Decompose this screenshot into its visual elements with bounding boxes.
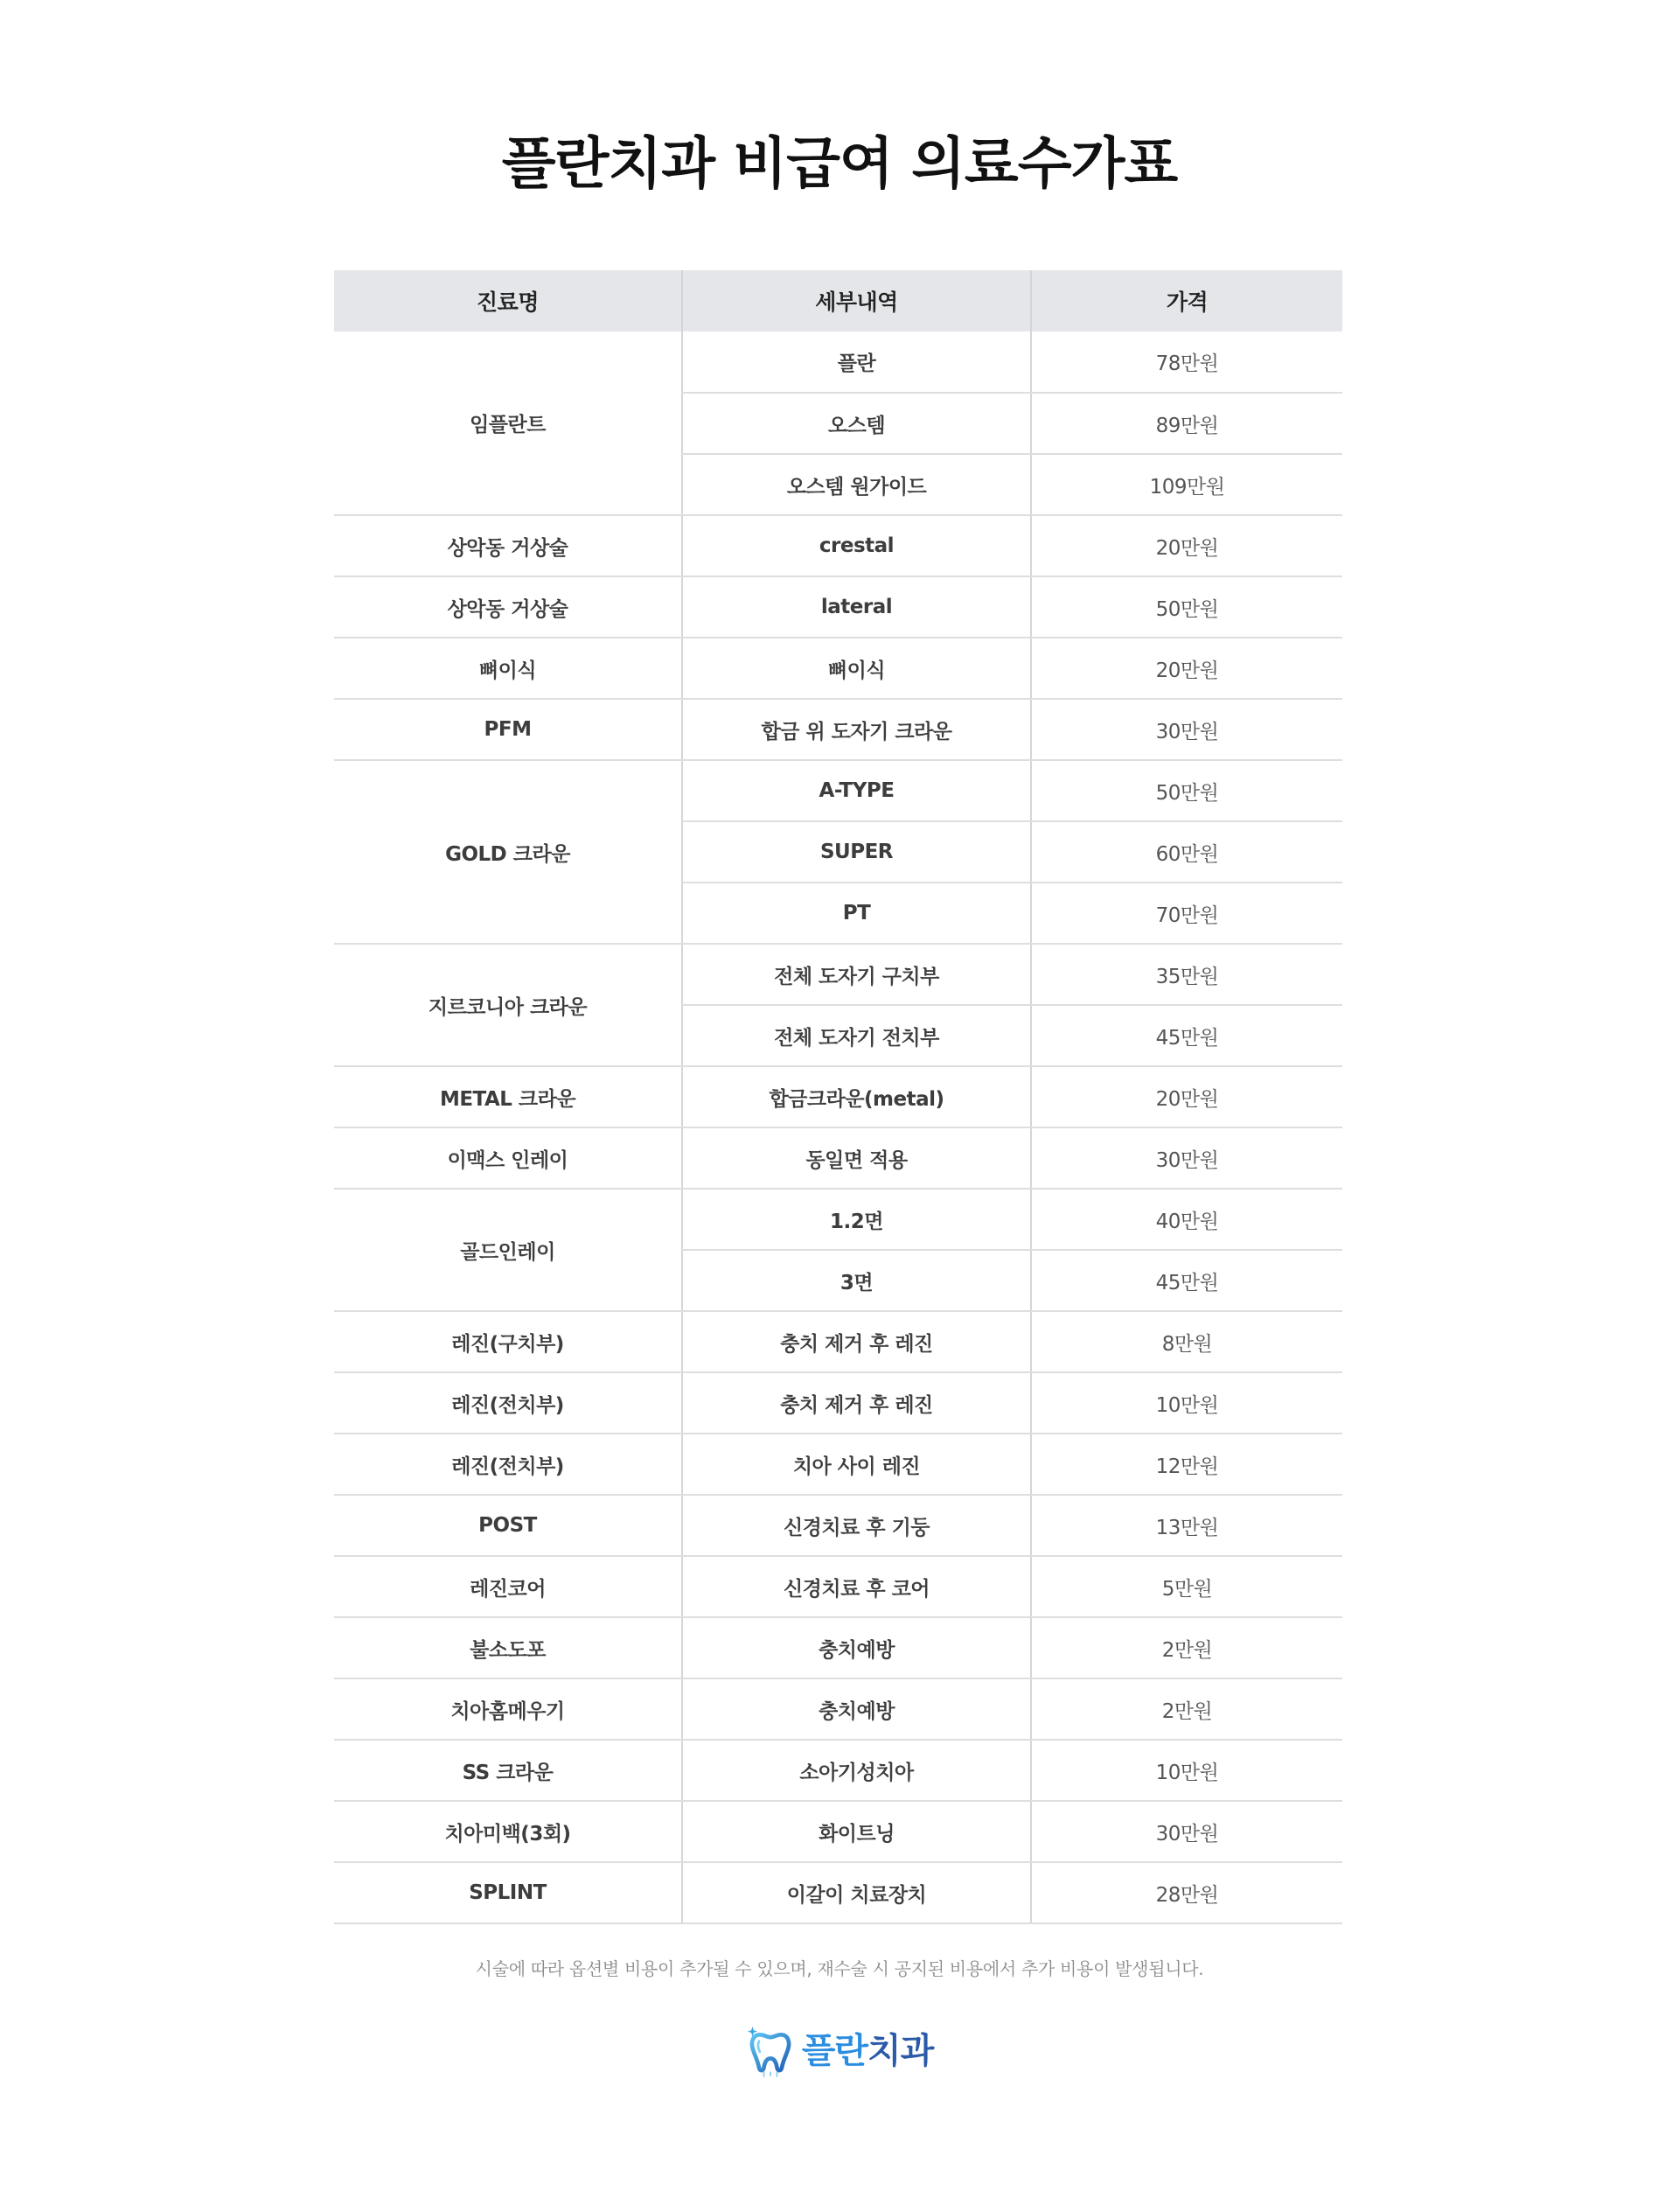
table-row bbox=[334, 1434, 1342, 1495]
logo-text-part1: 플란 bbox=[801, 2031, 867, 2071]
logo-text bbox=[802, 2025, 934, 2077]
header-price: 가격 bbox=[1031, 270, 1342, 331]
detail-cell: PT bbox=[682, 883, 1031, 944]
detail-cell: 오스템 원가이드 bbox=[682, 454, 1031, 515]
treatment-name-cell: 레진코어 bbox=[334, 1556, 682, 1617]
detail-cell: 충치예방 bbox=[682, 1678, 1031, 1740]
treatment-name-cell: 레진(전치부) bbox=[334, 1372, 682, 1434]
table-row bbox=[334, 1556, 1342, 1617]
table-row bbox=[334, 515, 1342, 576]
price-cell: 8만원 bbox=[1031, 1311, 1342, 1372]
detail-cell: 오스템 bbox=[682, 393, 1031, 454]
detail-cell: 전체 도자기 구치부 bbox=[682, 944, 1031, 1005]
treatment-name-cell: 임플란트 bbox=[334, 331, 682, 515]
detail-cell: A-TYPE bbox=[682, 760, 1031, 821]
detail-cell: 합금크라운(metal) bbox=[682, 1066, 1031, 1127]
price-cell: 12만원 bbox=[1031, 1434, 1342, 1495]
table-row bbox=[334, 1801, 1342, 1862]
tooth-icon bbox=[746, 2025, 795, 2077]
table-row bbox=[334, 1189, 1342, 1250]
detail-cell: 합금 위 도자기 크라운 bbox=[682, 699, 1031, 760]
table-row bbox=[334, 1066, 1342, 1127]
table-row bbox=[334, 1311, 1342, 1372]
treatment-name-cell: POST bbox=[334, 1495, 682, 1556]
treatment-name-cell: 뼈이식 bbox=[334, 638, 682, 699]
price-cell: 50만원 bbox=[1031, 576, 1342, 638]
treatment-name-cell: 상악동 거상술 bbox=[334, 576, 682, 638]
price-cell: 13만원 bbox=[1031, 1495, 1342, 1556]
price-cell: 10만원 bbox=[1031, 1372, 1342, 1434]
treatment-name-cell: SS 크라운 bbox=[334, 1740, 682, 1801]
table-row bbox=[334, 1495, 1342, 1556]
detail-cell: lateral bbox=[682, 576, 1031, 638]
treatment-name-cell: 상악동 거상술 bbox=[334, 515, 682, 576]
price-cell: 2만원 bbox=[1031, 1617, 1342, 1678]
treatment-name-cell: 치아미백(3회) bbox=[334, 1801, 682, 1862]
price-cell: 89만원 bbox=[1031, 393, 1342, 454]
treatment-name-cell: METAL 크라운 bbox=[334, 1066, 682, 1127]
clinic-logo bbox=[0, 2024, 1679, 2078]
fee-table bbox=[334, 270, 1342, 1924]
disclaimer-note: 시술에 따라 옵션별 비용이 추가될 수 있으며, 재수술 시 공지된 비용에서 추가 비용이 발생됩니다. bbox=[475, 1958, 1204, 1979]
detail-cell: 동일면 적용 bbox=[682, 1127, 1031, 1189]
price-cell: 50만원 bbox=[1031, 760, 1342, 821]
table-row bbox=[334, 1862, 1342, 1923]
treatment-name-cell: 레진(구치부) bbox=[334, 1311, 682, 1372]
price-cell: 60만원 bbox=[1031, 821, 1342, 883]
table-row bbox=[334, 576, 1342, 638]
table-row bbox=[334, 1127, 1342, 1189]
table-row bbox=[334, 638, 1342, 699]
treatment-name-cell: 지르코니아 크라운 bbox=[334, 944, 682, 1066]
table-row bbox=[334, 1617, 1342, 1678]
detail-cell: 충치 제거 후 레진 bbox=[682, 1372, 1031, 1434]
header-treatment: 진료명 bbox=[334, 270, 682, 331]
price-cell: 20만원 bbox=[1031, 515, 1342, 576]
header-row bbox=[334, 270, 1342, 331]
detail-cell: 소아기성치아 bbox=[682, 1740, 1031, 1801]
treatment-name-cell: SPLINT bbox=[334, 1862, 682, 1923]
treatment-name-cell: PFM bbox=[334, 699, 682, 760]
detail-cell: 이갈이 치료장치 bbox=[682, 1862, 1031, 1923]
table-row bbox=[334, 1372, 1342, 1434]
treatment-name-cell: 골드인레이 bbox=[334, 1189, 682, 1311]
logo-text-part2: 치과 bbox=[867, 2031, 934, 2071]
table-body bbox=[334, 331, 1342, 1923]
detail-cell: SUPER bbox=[682, 821, 1031, 883]
detail-cell: 화이트닝 bbox=[682, 1801, 1031, 1862]
price-cell: 30만원 bbox=[1031, 1801, 1342, 1862]
table-row bbox=[334, 944, 1342, 1005]
price-cell: 109만원 bbox=[1031, 454, 1342, 515]
price-cell: 45만원 bbox=[1031, 1250, 1342, 1311]
price-cell: 30만원 bbox=[1031, 699, 1342, 760]
price-cell: 70만원 bbox=[1031, 883, 1342, 944]
detail-cell: 플란 bbox=[682, 331, 1031, 393]
table-row bbox=[334, 1678, 1342, 1740]
page-title: 플란치과 비급여 의료수가표 bbox=[501, 132, 1178, 197]
detail-cell: 충치 제거 후 레진 bbox=[682, 1311, 1031, 1372]
detail-cell: 뼈이식 bbox=[682, 638, 1031, 699]
treatment-name-cell: GOLD 크라운 bbox=[334, 760, 682, 944]
detail-cell: 3면 bbox=[682, 1250, 1031, 1311]
header-detail: 세부내역 bbox=[682, 270, 1031, 331]
treatment-name-cell: 레진(전치부) bbox=[334, 1434, 682, 1495]
table-row bbox=[334, 699, 1342, 760]
treatment-name-cell: 불소도포 bbox=[334, 1617, 682, 1678]
detail-cell: 충치예방 bbox=[682, 1617, 1031, 1678]
price-cell: 5만원 bbox=[1031, 1556, 1342, 1617]
price-cell: 10만원 bbox=[1031, 1740, 1342, 1801]
price-cell: 40만원 bbox=[1031, 1189, 1342, 1250]
price-cell: 78만원 bbox=[1031, 331, 1342, 393]
price-cell: 2만원 bbox=[1031, 1678, 1342, 1740]
table-header bbox=[334, 270, 1342, 331]
detail-cell: crestal bbox=[682, 515, 1031, 576]
price-cell: 45만원 bbox=[1031, 1005, 1342, 1066]
detail-cell: 신경치료 후 코어 bbox=[682, 1556, 1031, 1617]
price-cell: 20만원 bbox=[1031, 638, 1342, 699]
table-row bbox=[334, 760, 1342, 821]
table-row bbox=[334, 1740, 1342, 1801]
treatment-name-cell: 이맥스 인레이 bbox=[334, 1127, 682, 1189]
detail-cell: 신경치료 후 기둥 bbox=[682, 1495, 1031, 1556]
price-cell: 20만원 bbox=[1031, 1066, 1342, 1127]
detail-cell: 전체 도자기 전치부 bbox=[682, 1005, 1031, 1066]
detail-cell: 치아 사이 레진 bbox=[682, 1434, 1031, 1495]
treatment-name-cell: 치아홈메우기 bbox=[334, 1678, 682, 1740]
price-cell: 30만원 bbox=[1031, 1127, 1342, 1189]
price-cell: 35만원 bbox=[1031, 944, 1342, 1005]
table-row bbox=[334, 331, 1342, 393]
detail-cell: 1.2면 bbox=[682, 1189, 1031, 1250]
price-cell: 28만원 bbox=[1031, 1862, 1342, 1923]
